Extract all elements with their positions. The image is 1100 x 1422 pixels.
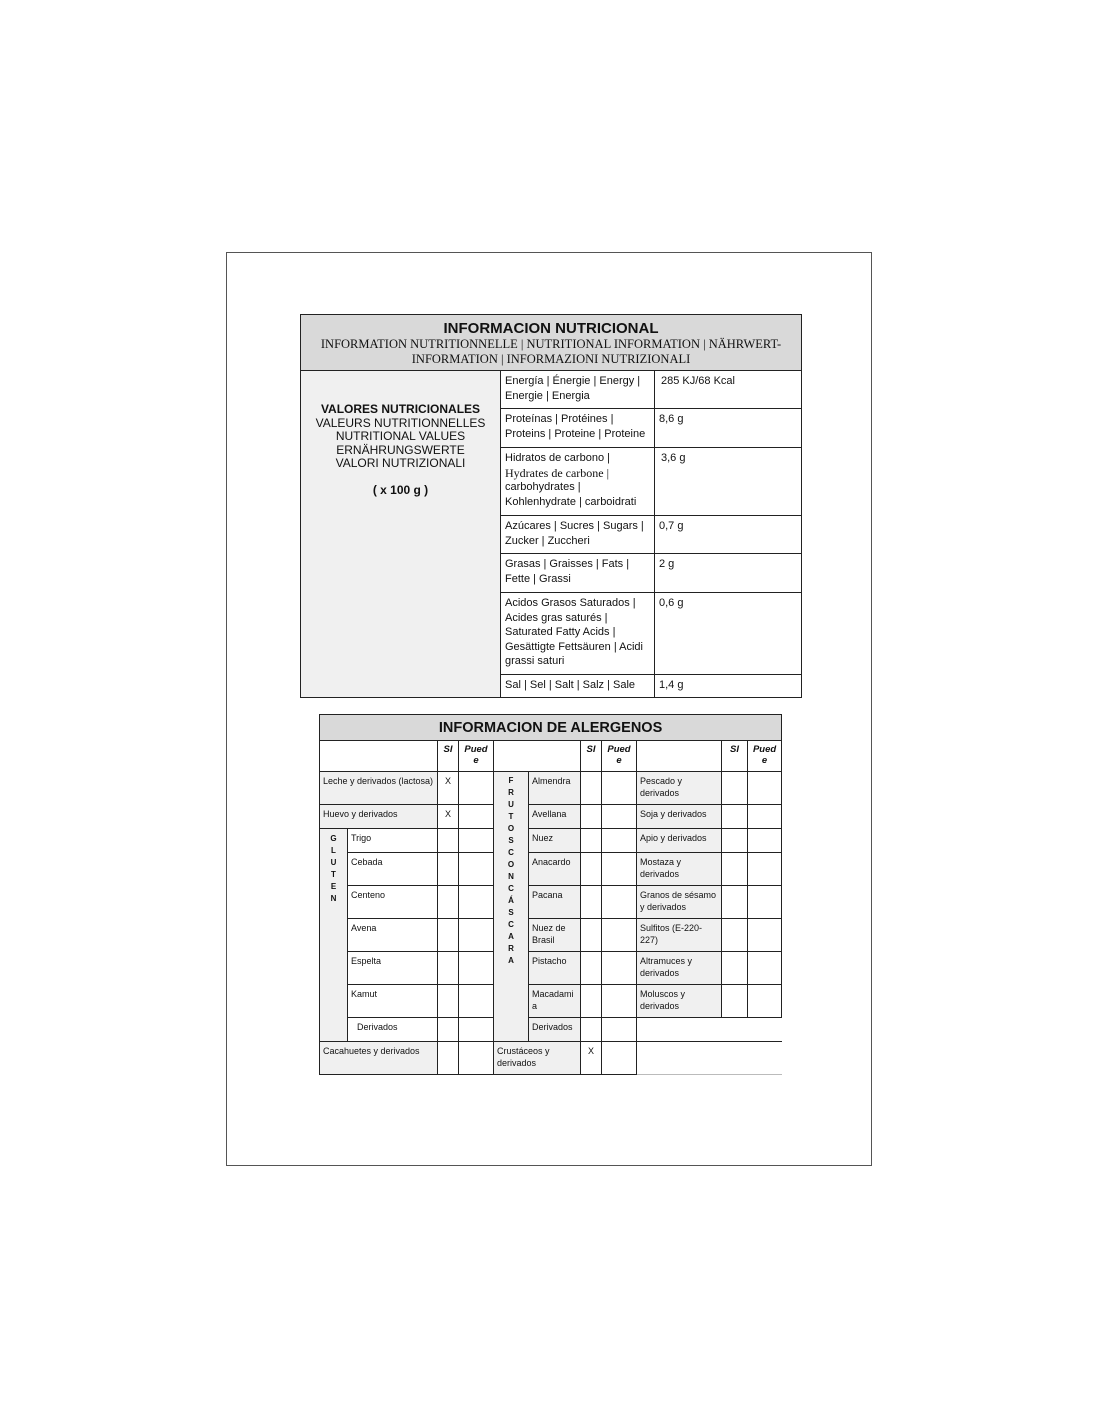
nutrient-label-line: Fette | Grassi [505,572,571,585]
allergen-pacana: Pacana [529,886,581,919]
allergen-avena-si [438,919,459,952]
allergen-nuez-si [581,829,602,853]
nutrient-value-energy: 285 KJ/68 Kcal [655,371,802,409]
allergen-nuts-derivados-si [581,1018,602,1042]
allergen-gluten-derivados-puede [459,1018,494,1042]
nutrient-label-line: Hidratos de carbono | [505,452,610,464]
nutrient-label-line: Energie | Energia [505,389,590,402]
header-puede-line: e [761,755,768,766]
nutrient-value-protein: 8,6 g [655,409,802,448]
allergen-avellana: Avellana [529,805,581,829]
allergen-centeno: Centeno [348,886,438,919]
gluten-label [320,829,348,1042]
allergen-pescado [637,772,722,805]
allergen-line: derivados [640,869,680,879]
allergen-huevo: Huevo y derivados [320,805,438,829]
vertical-letter: N [508,872,514,881]
header-puede-line: Pued [752,744,777,755]
header-puede-line: e [616,755,622,766]
vertical-letter: A [508,932,514,941]
allergen-line: Macadami [532,989,574,999]
nutrient-label-line: Acidos Grasos Saturados | [505,597,636,609]
allergen-avellana-puede [602,805,637,829]
allergen-almendra: Almendra [529,772,581,805]
allergen-line: Crustáceos y [497,1046,550,1056]
nutrient-value-carbs: 3,6 g [655,448,802,516]
allergen-soja: Soja y derivados [637,805,722,829]
nutrient-label-line: Proteins | Proteine | Proteine [505,427,646,440]
allergen-macadamia-si [581,985,602,1018]
nutrient-label-sugars [501,516,655,554]
allergen-line: Nuez de [532,923,566,933]
nutrient-value-salt: 1,4 g [655,675,802,698]
allergen-moluscos [637,985,722,1018]
allergen-line: Brasil [532,935,555,945]
nutrient-label-line: Kohlenhydrate | carboidrati [505,495,637,508]
header-si: SI [438,741,459,772]
allergen-sesamo-si [722,886,748,919]
header-blank [494,741,581,772]
allergen-line: Pescado y [640,776,683,786]
allergen-nuez-brasil [529,919,581,952]
allergen-pacana-puede [602,886,637,919]
header-puede [602,741,637,772]
nutrition-table [300,314,802,698]
header-puede [459,741,494,772]
allergen-line: Altramuces y [640,956,693,966]
allergen-nuez: Nuez [529,829,581,853]
allergen-cebada-puede [459,853,494,886]
allergen-cacahuetes-si [438,1042,459,1075]
allergen-crustaceos-si: X [581,1042,602,1075]
allergen-apio-si [722,829,748,853]
nutrition-subtitle-1: INFORMATION NUTRITIONNELLE | NUTRITIONAL INFORMATION | NÄHRWERT- [320,337,782,351]
header-puede-line: Pued [464,744,488,755]
allergen-crustaceos [494,1042,581,1075]
nutrient-label-energy [501,371,655,409]
nutrient-label-line: Proteínas | Protéines | [505,413,614,425]
nutrient-value-sugars: 0,7 g [655,516,802,554]
allergen-leche: Leche y derivados (lactosa) [320,772,438,805]
allergen-centeno-puede [459,886,494,919]
nutrient-label-line: Hydrates de carbone | [505,465,610,480]
header-puede-line: Pued [607,744,631,755]
vertical-letter: R [508,944,514,953]
allergen-moluscos-si [722,985,748,1018]
vertical-letter: C [508,848,514,857]
allergen-pescado-si [722,772,748,805]
allergen-cacahuetes-puede [459,1042,494,1075]
allergen-line: Sulfitos (E-220- [640,923,703,933]
allergen-line: Granos de sésamo [640,890,717,900]
allergens-title: INFORMACION DE ALERGENOS [320,715,782,741]
allergen-sesamo-puede [748,886,782,919]
allergen-altramuces-si [722,952,748,985]
allergen-line: derivados [640,788,680,798]
allergen-soja-si [722,805,748,829]
allergen-apio-puede [748,829,782,853]
allergen-nuez-puede [602,829,637,853]
allergen-line: Mostaza y [640,857,682,867]
allergen-leche-si: X [438,772,459,805]
allergen-avena-puede [459,919,494,952]
allergen-sulfitos-puede [748,919,782,952]
allergen-gluten-derivados: Derivados [348,1018,438,1042]
vertical-letter: O [507,860,515,869]
blank-cell [637,1042,782,1075]
allergen-sesamo [637,886,722,919]
nutrient-label-line: Gesättigte Fettsäuren | Acidi [505,640,643,653]
allergen-trigo-si [438,829,459,853]
nutrient-label-line: Azúcares | Sucres | Sugars | [505,520,644,532]
header-si: SI [722,741,748,772]
nutrient-label-fats [501,554,655,593]
vertical-letter: C [508,884,514,893]
values-label-de: ERNÄHRUNGSWERTE [336,442,465,457]
allergen-line: a [532,1001,538,1011]
allergen-avena: Avena [348,919,438,952]
nutrition-header [301,315,802,371]
allergen-line: derivados [640,968,680,978]
allergen-soja-puede [748,805,782,829]
allergen-nuts-derivados-puede [602,1018,637,1042]
allergen-trigo-puede [459,829,494,853]
allergen-altramuces-puede [748,952,782,985]
vertical-letter: N [330,894,337,903]
vertical-letter: S [508,836,514,845]
values-label-it: VALORI NUTRIZIONALI [335,456,466,470]
allergen-avellana-si [581,805,602,829]
nutrient-label-line: carbohydrates | [505,481,581,493]
allergen-kamut: Kamut [348,985,438,1018]
allergen-pistacho-si [581,952,602,985]
allergen-line: derivados [640,1001,680,1011]
allergen-brasil-si [581,919,602,952]
vertical-letter: G [330,834,337,843]
vertical-letter: C [508,920,514,929]
allergen-mostaza [637,853,722,886]
nutrient-label-line: Zucker | Zuccheri [505,534,590,547]
allergen-apio: Apio y derivados [637,829,722,853]
allergen-cebada-si [438,853,459,886]
allergen-line: derivados [497,1058,537,1068]
allergen-pacana-si [581,886,602,919]
allergen-cacahuetes: Cacahuetes y derivados [320,1042,438,1075]
allergen-almendra-puede [602,772,637,805]
nutrient-value-saturated: 0,6 g [655,593,802,675]
nutrient-label-line: Saturated Fatty Acids | [505,626,616,638]
allergen-altramuces [637,952,722,985]
nutrient-label-salt: Sal | Sel | Salt | Salz | Sale [501,675,655,698]
vertical-letter: U [508,800,514,809]
allergen-espelta: Espelta [348,952,438,985]
nutrient-value-fats: 2 g [655,554,802,593]
allergen-anacardo-si [581,853,602,886]
allergen-brasil-puede [602,919,637,952]
allergen-moluscos-puede [748,985,782,1018]
allergen-mostaza-puede [748,853,782,886]
allergen-kamut-puede [459,985,494,1018]
nutrient-label-line: Acides gras saturés | [505,611,608,624]
allergen-leche-puede [459,772,494,805]
allergen-trigo: Trigo [348,829,438,853]
allergen-line: Moluscos y [640,989,686,999]
vertical-letter: U [330,858,337,867]
allergen-cebada: Cebada [348,853,438,886]
header-blank [320,741,438,772]
values-label-es: VALORES NUTRICIONALES [320,402,481,416]
values-label-fr: VALEURS NUTRITIONNELLES [315,415,486,430]
vertical-letter: L [331,846,336,855]
allergen-gluten-derivados-si [438,1018,459,1042]
nutrient-label-saturated [501,593,655,675]
allergen-nuts-derivados: Derivados [529,1018,581,1042]
vertical-letter: T [508,812,514,821]
allergen-sulfitos-si [722,919,748,952]
vertical-letter: Á [508,896,514,905]
allergen-almendra-si [581,772,602,805]
allergen-anacardo-puede [602,853,637,886]
allergens-table [319,714,782,1075]
allergen-huevo-puede [459,805,494,829]
allergen-mostaza-si [722,853,748,886]
vertical-letter: O [507,824,515,833]
allergen-centeno-si [438,886,459,919]
header-si: SI [581,741,602,772]
vertical-letter: S [508,908,514,917]
vertical-letter: A [508,956,514,965]
nutrient-label-line: Grasas | Graisses | Fats | [505,558,630,570]
header-puede [748,741,782,772]
allergen-macadamia [529,985,581,1018]
allergen-anacardo: Anacardo [529,853,581,886]
nutrition-values-label [301,371,501,698]
vertical-letter: E [330,882,337,891]
blank-cell [637,1018,782,1042]
allergen-sulfitos [637,919,722,952]
values-label-en: NUTRITIONAL VALUES [335,429,466,443]
vertical-letter: R [508,788,514,797]
frutos-cascara-label [494,772,529,1042]
nutrient-label-line: grassi saturi [505,655,565,667]
nutrient-label-protein [501,409,655,448]
allergen-pistacho: Pistacho [529,952,581,985]
allergen-huevo-si: X [438,805,459,829]
allergen-pescado-puede [748,772,782,805]
vertical-letter: F [508,776,514,785]
nutrient-label-carbs [501,448,655,516]
nutrition-title: INFORMACION NUTRICIONAL [443,320,659,337]
allergen-line: y derivados [640,902,687,912]
allergen-kamut-si [438,985,459,1018]
nutrient-label-line: Energía | Énergie | Energy | [505,375,641,387]
allergen-line: 227) [640,935,659,945]
vertical-letter: T [331,870,336,879]
allergen-espelta-puede [459,952,494,985]
allergen-espelta-si [438,952,459,985]
allergen-crustaceos-puede [602,1042,637,1075]
allergen-macadamia-puede [602,985,637,1018]
header-puede-line: e [473,755,479,766]
per-100g: ( x 100 g ) [372,482,429,497]
header-blank [637,741,722,772]
nutrition-subtitle-2: INFORMATION | INFORMAZIONI NUTRIZIONALI [411,352,691,366]
allergen-pistacho-puede [602,952,637,985]
